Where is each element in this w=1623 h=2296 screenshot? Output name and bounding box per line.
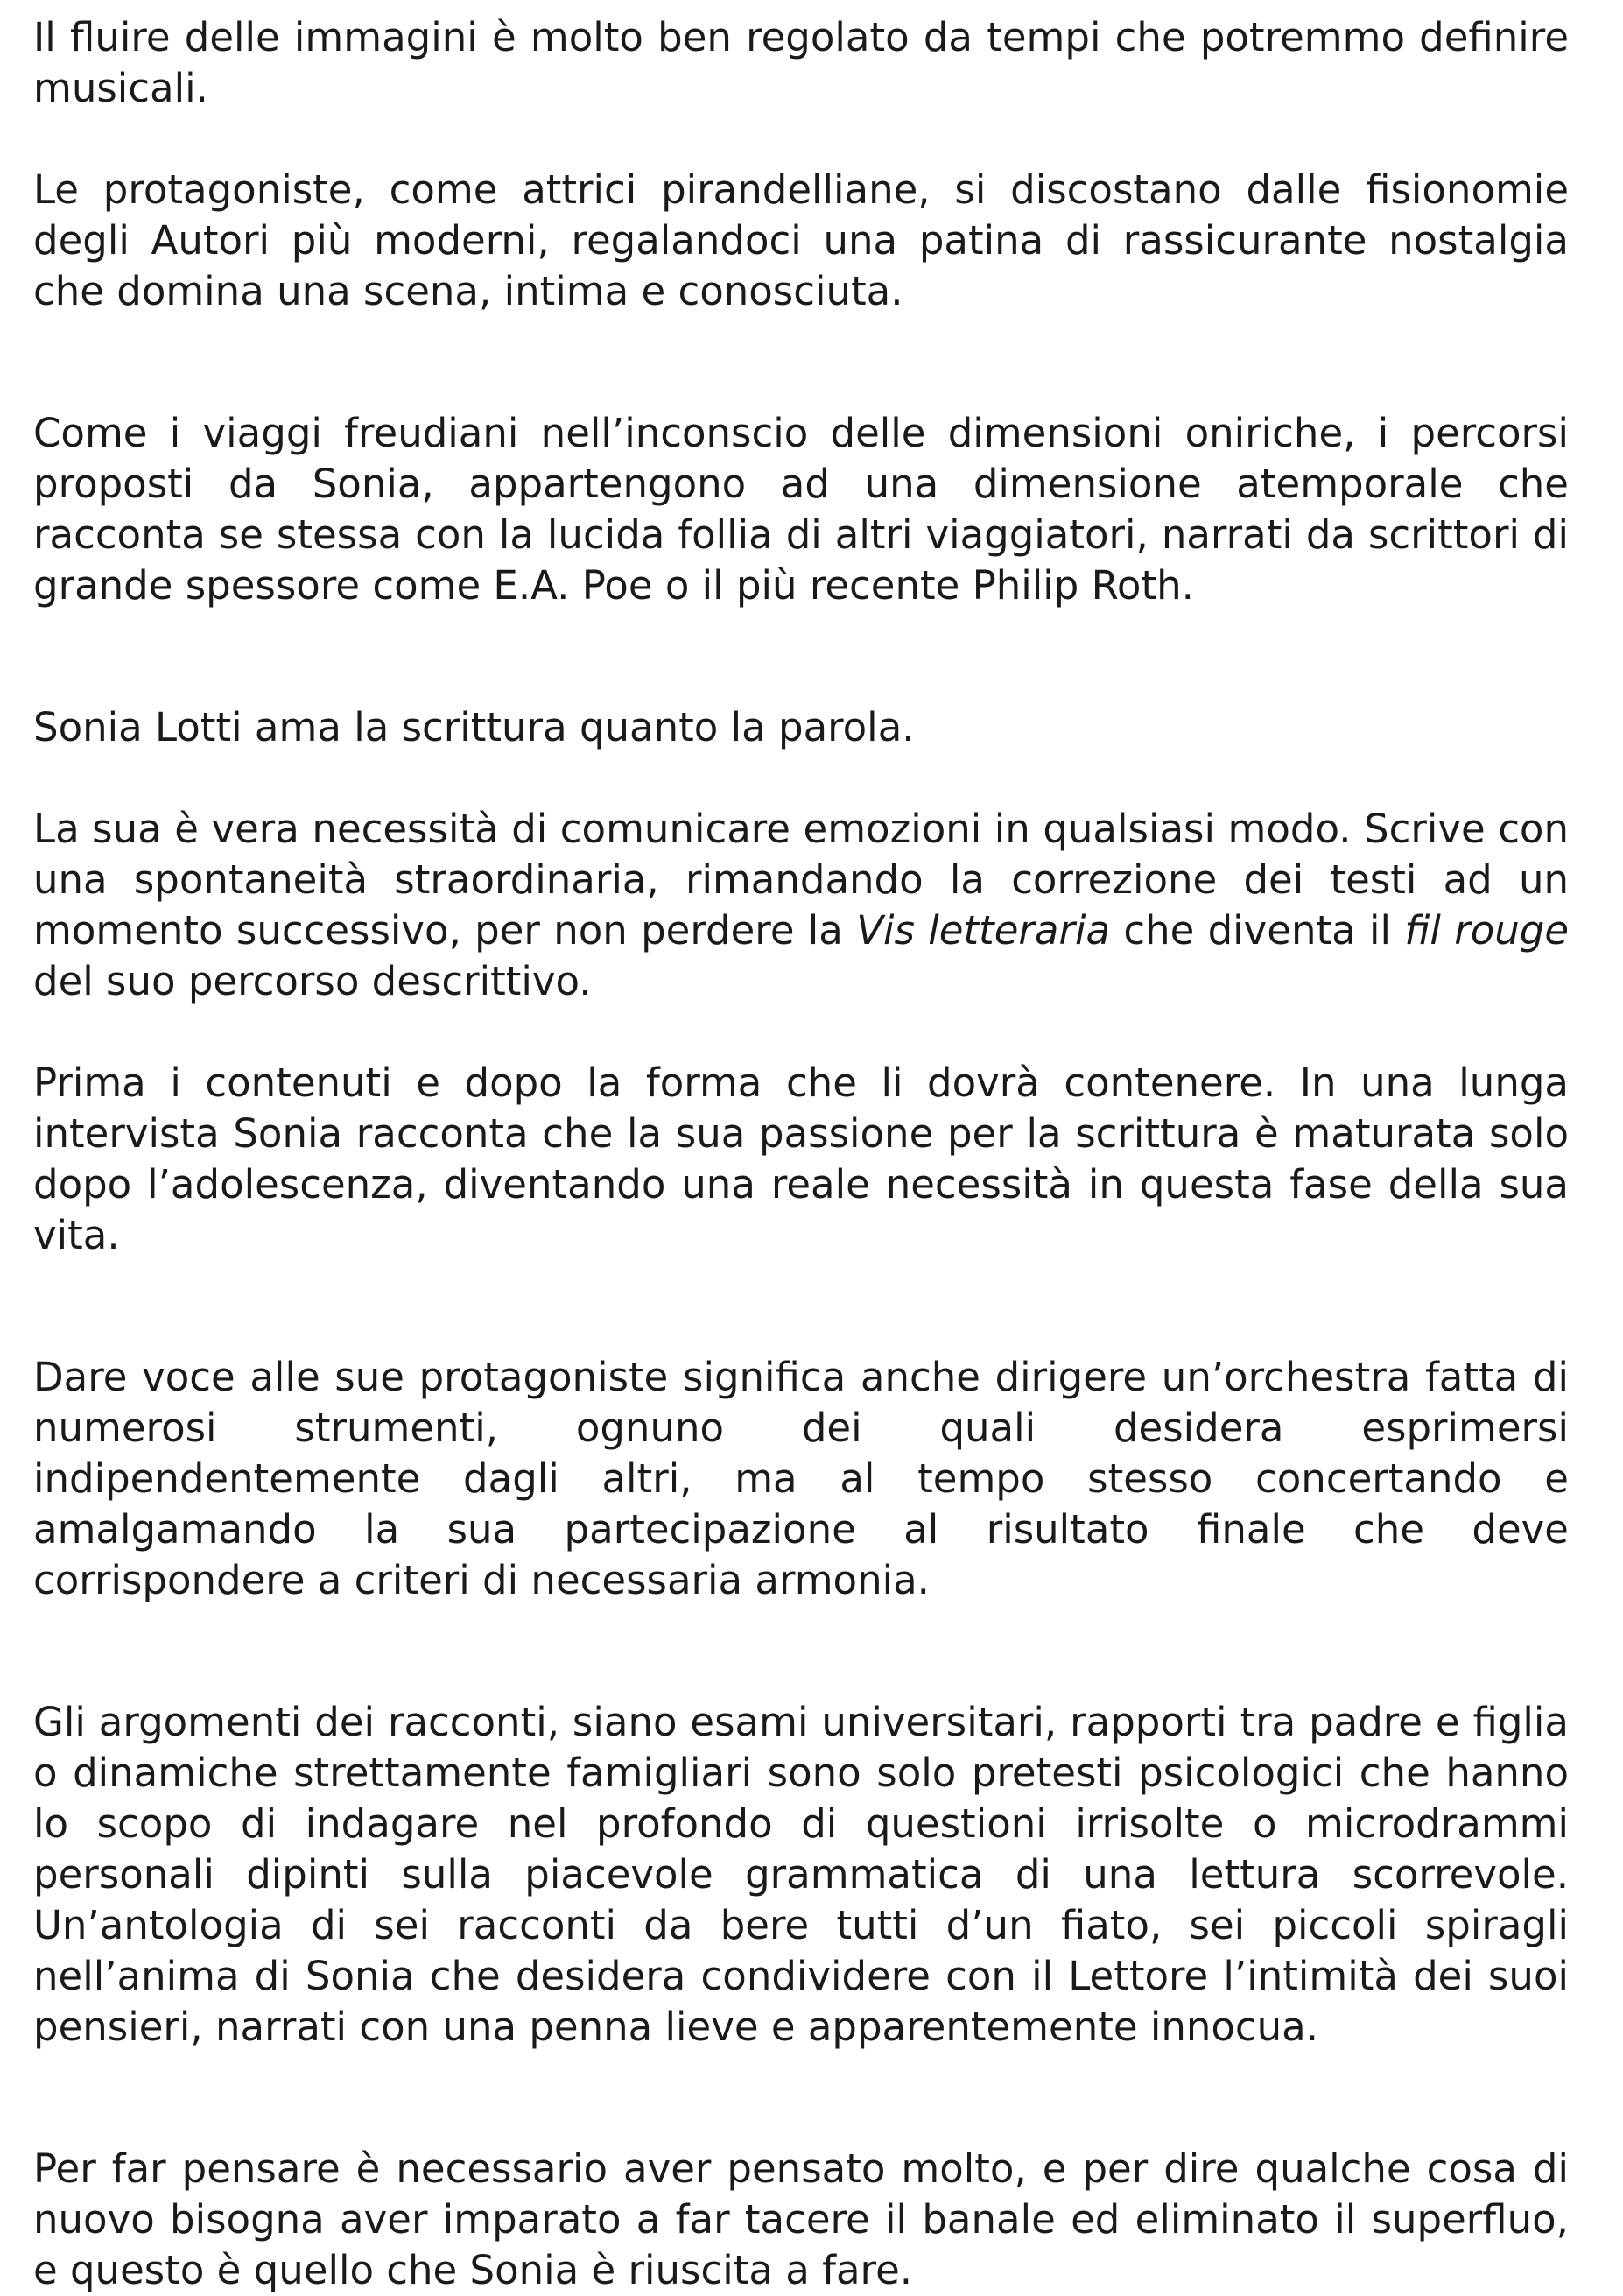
paragraph-spacer <box>33 753 1569 804</box>
paragraph-5-text-b: che diventa il <box>1110 907 1405 954</box>
paragraph-spacer <box>33 1007 1569 1058</box>
paragraph-spacer <box>33 317 1569 408</box>
paragraph-spacer <box>33 114 1569 165</box>
paragraph-spacer <box>33 2053 1569 2144</box>
paragraph-5 <box>33 804 1569 1007</box>
paragraph-7: Dare voce alle sue protagoniste significa anche dirigere un’orchestra fatta di numerosi strumenti, ognuno dei quali desidera esprimersi indipendentemente dagli altri, ma al tempo stesso concertando e amalgamando la sua partecipazione al risultato finale che deve corrispondere a criteri di necessaria armonia. <box>33 1354 1569 1603</box>
paragraph-5-text-c: del suo percorso descrittivo. <box>33 958 592 1004</box>
paragraph-4: Sonia Lotti ama la scrittura quanto la parola. <box>33 704 915 750</box>
paragraph-5-text-a: La sua è vera necessità di comunicare emozioni in qualsiasi modo. Scrive con una spontaneità straordinaria, rimandando la correzione dei testi ad un momento successivo, per non perdere la <box>33 806 1569 954</box>
paragraph-6: Prima i contenuti e dopo la forma che li dovrà contenere. In una lunga intervista Sonia racconta che la sua passione per la scrittura è maturata solo dopo l’adolescenza, diventando una reale necessità in questa fase della sua vita. <box>33 1060 1569 1258</box>
paragraph-spacer <box>33 1606 1569 1697</box>
italic-fil-rouge: fil rouge <box>1404 907 1570 954</box>
paragraph-9: Per far pensare è necessario aver pensato molto, e per dire qualche cosa di nuovo bisogna aver imparato a far tacere il banale ed eliminato il superfluo, e questo è quello che Sonia è riuscita a fare. <box>33 2145 1569 2293</box>
paragraph-1: Il fluire delle immagini è molto ben regolato da tempi che potremmo definire musicali. <box>33 14 1569 111</box>
paragraph-spacer <box>33 1261 1569 1352</box>
paragraph-8: Gli argomenti dei racconti, siano esami universitari, rapporti tra padre e figlia o dinamiche strettamente famigliari sono solo pretesti psicologici che hanno lo scopo di indagare nel profondo di questioni irrisolte o microdrammi personali dipinti sulla piacevole grammatica di una lettura scorrevole. Un’antologia di sei racconti da bere tutti d’un fiato, sei piccoli spiragli nell’anima di Sonia che desidera condividere con il Lettore l’intimità dei suoi pensieri, narrati con una penna lieve e apparentemente innocua. <box>33 1699 1569 2050</box>
paragraph-2: Le protagoniste, come attrici pirandelliane, si discostano dalle fisionomie degli Autori più moderni, regalandoci una patina di rassicurante nostalgia che domina una scena, intima e conosciuta. <box>33 166 1569 314</box>
italic-vis-letteraria: Vis letteraria <box>856 907 1111 954</box>
document-page <box>33 12 1569 2296</box>
paragraph-spacer <box>33 611 1569 702</box>
paragraph-3: Come i viaggi freudiani nell’inconscio delle dimensioni oniriche, i percorsi proposti da Sonia, appartengono ad una dimensione atemporale che racconta se stessa con la lucida follia di altri viaggiatori, narrati da scrittori di grande spessore come E.A. Poe o il più recente Philip Roth. <box>33 410 1569 609</box>
